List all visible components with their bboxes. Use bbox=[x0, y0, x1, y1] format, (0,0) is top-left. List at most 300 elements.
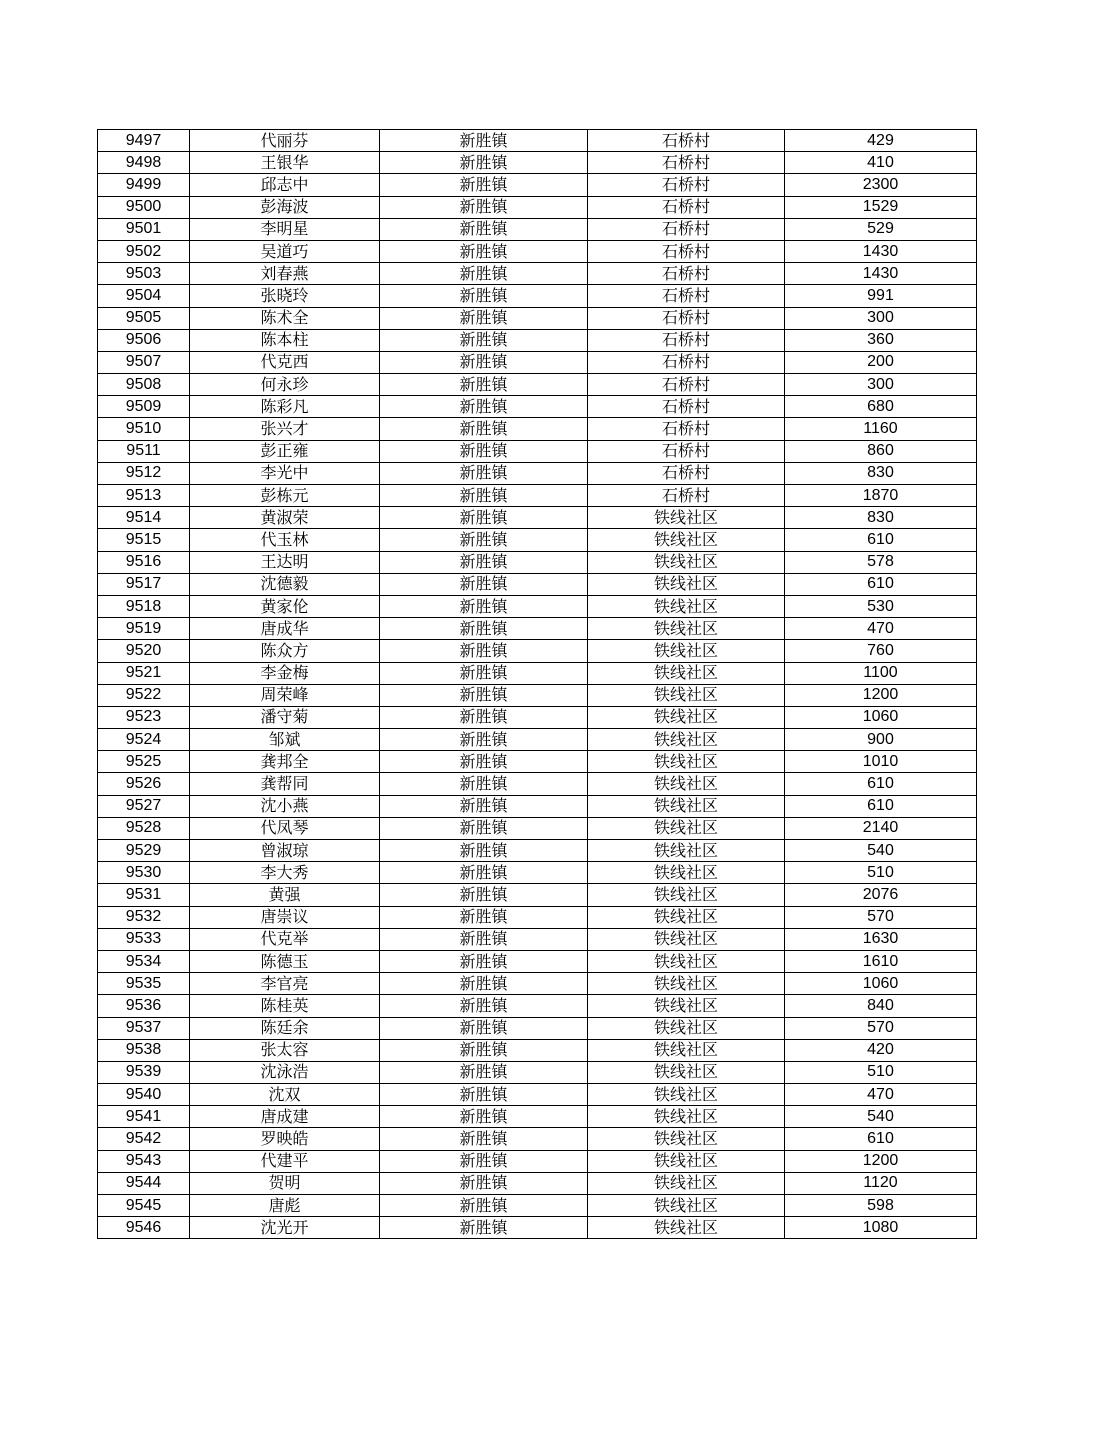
town-cell: 新胜镇 bbox=[380, 684, 588, 706]
table-row bbox=[98, 773, 977, 795]
amount-cell: 1529 bbox=[785, 196, 977, 218]
record-number-cell: 9545 bbox=[98, 1195, 190, 1217]
person-name-cell: 彭栋元 bbox=[190, 485, 380, 507]
town-cell: 新胜镇 bbox=[380, 662, 588, 684]
village-cell: 石桥村 bbox=[588, 240, 785, 262]
amount-cell: 300 bbox=[785, 374, 977, 396]
record-number-cell: 9510 bbox=[98, 418, 190, 440]
table-row bbox=[98, 751, 977, 773]
record-number-cell: 9500 bbox=[98, 196, 190, 218]
record-number-cell: 9524 bbox=[98, 729, 190, 751]
amount-cell: 2076 bbox=[785, 884, 977, 906]
person-name-cell: 李明星 bbox=[190, 218, 380, 240]
record-number-cell: 9530 bbox=[98, 862, 190, 884]
town-cell: 新胜镇 bbox=[380, 595, 588, 617]
records-table-body bbox=[98, 130, 977, 1239]
amount-cell: 1430 bbox=[785, 240, 977, 262]
amount-cell: 2140 bbox=[785, 817, 977, 839]
amount-cell: 1200 bbox=[785, 1150, 977, 1172]
table-row bbox=[98, 1106, 977, 1128]
town-cell: 新胜镇 bbox=[380, 462, 588, 484]
village-cell: 铁线社区 bbox=[588, 1017, 785, 1039]
record-number-cell: 9527 bbox=[98, 795, 190, 817]
village-cell: 铁线社区 bbox=[588, 751, 785, 773]
person-name-cell: 王达明 bbox=[190, 551, 380, 573]
table-row bbox=[98, 595, 977, 617]
village-cell: 铁线社区 bbox=[588, 662, 785, 684]
town-cell: 新胜镇 bbox=[380, 817, 588, 839]
town-cell: 新胜镇 bbox=[380, 529, 588, 551]
town-cell: 新胜镇 bbox=[380, 795, 588, 817]
village-cell: 铁线社区 bbox=[588, 950, 785, 972]
village-cell: 铁线社区 bbox=[588, 1195, 785, 1217]
table-row bbox=[98, 329, 977, 351]
town-cell: 新胜镇 bbox=[380, 507, 588, 529]
table-row bbox=[98, 706, 977, 728]
table-row bbox=[98, 1172, 977, 1194]
town-cell: 新胜镇 bbox=[380, 928, 588, 950]
village-cell: 铁线社区 bbox=[588, 618, 785, 640]
village-cell: 石桥村 bbox=[588, 263, 785, 285]
table-row bbox=[98, 729, 977, 751]
table-row bbox=[98, 662, 977, 684]
village-cell: 石桥村 bbox=[588, 374, 785, 396]
person-name-cell: 黄强 bbox=[190, 884, 380, 906]
amount-cell: 1080 bbox=[785, 1217, 977, 1239]
town-cell: 新胜镇 bbox=[380, 1017, 588, 1039]
town-cell: 新胜镇 bbox=[380, 240, 588, 262]
person-name-cell: 代丽芬 bbox=[190, 130, 380, 152]
village-cell: 铁线社区 bbox=[588, 595, 785, 617]
amount-cell: 760 bbox=[785, 640, 977, 662]
record-number-cell: 9535 bbox=[98, 973, 190, 995]
record-number-cell: 9503 bbox=[98, 263, 190, 285]
village-cell: 铁线社区 bbox=[588, 684, 785, 706]
village-cell: 石桥村 bbox=[588, 152, 785, 174]
town-cell: 新胜镇 bbox=[380, 1217, 588, 1239]
village-cell: 铁线社区 bbox=[588, 529, 785, 551]
record-number-cell: 9506 bbox=[98, 329, 190, 351]
person-name-cell: 贺明 bbox=[190, 1172, 380, 1194]
records-table bbox=[97, 129, 977, 1239]
record-number-cell: 9528 bbox=[98, 817, 190, 839]
town-cell: 新胜镇 bbox=[380, 1128, 588, 1150]
person-name-cell: 陈彩凡 bbox=[190, 396, 380, 418]
amount-cell: 1120 bbox=[785, 1172, 977, 1194]
table-row bbox=[98, 1039, 977, 1061]
village-cell: 石桥村 bbox=[588, 485, 785, 507]
amount-cell: 680 bbox=[785, 396, 977, 418]
table-row bbox=[98, 130, 977, 152]
town-cell: 新胜镇 bbox=[380, 573, 588, 595]
amount-cell: 2300 bbox=[785, 174, 977, 196]
person-name-cell: 罗映皓 bbox=[190, 1128, 380, 1150]
village-cell: 铁线社区 bbox=[588, 862, 785, 884]
town-cell: 新胜镇 bbox=[380, 906, 588, 928]
table-row bbox=[98, 529, 977, 551]
person-name-cell: 沈小燕 bbox=[190, 795, 380, 817]
person-name-cell: 李官亮 bbox=[190, 973, 380, 995]
town-cell: 新胜镇 bbox=[380, 729, 588, 751]
amount-cell: 200 bbox=[785, 351, 977, 373]
table-row bbox=[98, 240, 977, 262]
table-row bbox=[98, 1017, 977, 1039]
table-row bbox=[98, 152, 977, 174]
person-name-cell: 代玉林 bbox=[190, 529, 380, 551]
amount-cell: 540 bbox=[785, 840, 977, 862]
amount-cell: 1870 bbox=[785, 485, 977, 507]
amount-cell: 530 bbox=[785, 595, 977, 617]
amount-cell: 570 bbox=[785, 1017, 977, 1039]
table-row bbox=[98, 351, 977, 373]
village-cell: 石桥村 bbox=[588, 130, 785, 152]
record-number-cell: 9518 bbox=[98, 595, 190, 617]
table-row bbox=[98, 573, 977, 595]
amount-cell: 470 bbox=[785, 1084, 977, 1106]
town-cell: 新胜镇 bbox=[380, 307, 588, 329]
table-row bbox=[98, 374, 977, 396]
town-cell: 新胜镇 bbox=[380, 773, 588, 795]
person-name-cell: 陈桂英 bbox=[190, 995, 380, 1017]
village-cell: 石桥村 bbox=[588, 285, 785, 307]
town-cell: 新胜镇 bbox=[380, 840, 588, 862]
amount-cell: 610 bbox=[785, 773, 977, 795]
person-name-cell: 曾淑琼 bbox=[190, 840, 380, 862]
village-cell: 铁线社区 bbox=[588, 706, 785, 728]
village-cell: 铁线社区 bbox=[588, 973, 785, 995]
town-cell: 新胜镇 bbox=[380, 551, 588, 573]
town-cell: 新胜镇 bbox=[380, 485, 588, 507]
village-cell: 石桥村 bbox=[588, 440, 785, 462]
record-number-cell: 9512 bbox=[98, 462, 190, 484]
record-number-cell: 9502 bbox=[98, 240, 190, 262]
amount-cell: 470 bbox=[785, 618, 977, 640]
town-cell: 新胜镇 bbox=[380, 1150, 588, 1172]
record-number-cell: 9508 bbox=[98, 374, 190, 396]
table-row bbox=[98, 862, 977, 884]
amount-cell: 610 bbox=[785, 529, 977, 551]
table-row bbox=[98, 950, 977, 972]
person-name-cell: 李光中 bbox=[190, 462, 380, 484]
village-cell: 铁线社区 bbox=[588, 1150, 785, 1172]
table-row bbox=[98, 884, 977, 906]
record-number-cell: 9523 bbox=[98, 706, 190, 728]
table-row bbox=[98, 840, 977, 862]
record-number-cell: 9537 bbox=[98, 1017, 190, 1039]
table-row bbox=[98, 440, 977, 462]
amount-cell: 1430 bbox=[785, 263, 977, 285]
table-row bbox=[98, 307, 977, 329]
record-number-cell: 9546 bbox=[98, 1217, 190, 1239]
amount-cell: 610 bbox=[785, 795, 977, 817]
record-number-cell: 9531 bbox=[98, 884, 190, 906]
person-name-cell: 何永珍 bbox=[190, 374, 380, 396]
town-cell: 新胜镇 bbox=[380, 862, 588, 884]
town-cell: 新胜镇 bbox=[380, 973, 588, 995]
record-number-cell: 9544 bbox=[98, 1172, 190, 1194]
village-cell: 铁线社区 bbox=[588, 573, 785, 595]
village-cell: 铁线社区 bbox=[588, 1084, 785, 1106]
amount-cell: 860 bbox=[785, 440, 977, 462]
table-row bbox=[98, 640, 977, 662]
village-cell: 铁线社区 bbox=[588, 1217, 785, 1239]
amount-cell: 420 bbox=[785, 1039, 977, 1061]
amount-cell: 510 bbox=[785, 1061, 977, 1083]
village-cell: 石桥村 bbox=[588, 329, 785, 351]
village-cell: 铁线社区 bbox=[588, 995, 785, 1017]
table-row bbox=[98, 263, 977, 285]
record-number-cell: 9514 bbox=[98, 507, 190, 529]
person-name-cell: 陈本柱 bbox=[190, 329, 380, 351]
person-name-cell: 代克举 bbox=[190, 928, 380, 950]
record-number-cell: 9541 bbox=[98, 1106, 190, 1128]
amount-cell: 830 bbox=[785, 462, 977, 484]
village-cell: 铁线社区 bbox=[588, 1061, 785, 1083]
table-row bbox=[98, 906, 977, 928]
person-name-cell: 潘守菊 bbox=[190, 706, 380, 728]
person-name-cell: 陈德玉 bbox=[190, 950, 380, 972]
person-name-cell: 黄淑荣 bbox=[190, 507, 380, 529]
record-number-cell: 9538 bbox=[98, 1039, 190, 1061]
table-row bbox=[98, 285, 977, 307]
village-cell: 铁线社区 bbox=[588, 884, 785, 906]
table-row bbox=[98, 1061, 977, 1083]
record-number-cell: 9501 bbox=[98, 218, 190, 240]
village-cell: 石桥村 bbox=[588, 196, 785, 218]
table-row bbox=[98, 1128, 977, 1150]
person-name-cell: 沈泳浩 bbox=[190, 1061, 380, 1083]
amount-cell: 1200 bbox=[785, 684, 977, 706]
village-cell: 铁线社区 bbox=[588, 640, 785, 662]
amount-cell: 1100 bbox=[785, 662, 977, 684]
record-number-cell: 9505 bbox=[98, 307, 190, 329]
person-name-cell: 沈德毅 bbox=[190, 573, 380, 595]
amount-cell: 429 bbox=[785, 130, 977, 152]
person-name-cell: 张兴才 bbox=[190, 418, 380, 440]
village-cell: 铁线社区 bbox=[588, 1172, 785, 1194]
person-name-cell: 吴道巧 bbox=[190, 240, 380, 262]
village-cell: 铁线社区 bbox=[588, 729, 785, 751]
record-number-cell: 9497 bbox=[98, 130, 190, 152]
town-cell: 新胜镇 bbox=[380, 1172, 588, 1194]
town-cell: 新胜镇 bbox=[380, 995, 588, 1017]
amount-cell: 1160 bbox=[785, 418, 977, 440]
town-cell: 新胜镇 bbox=[380, 440, 588, 462]
record-number-cell: 9540 bbox=[98, 1084, 190, 1106]
amount-cell: 1010 bbox=[785, 751, 977, 773]
record-number-cell: 9532 bbox=[98, 906, 190, 928]
table-row bbox=[98, 507, 977, 529]
record-number-cell: 9521 bbox=[98, 662, 190, 684]
person-name-cell: 陈术全 bbox=[190, 307, 380, 329]
town-cell: 新胜镇 bbox=[380, 329, 588, 351]
record-number-cell: 9498 bbox=[98, 152, 190, 174]
table-row bbox=[98, 551, 977, 573]
village-cell: 铁线社区 bbox=[588, 1128, 785, 1150]
table-row bbox=[98, 618, 977, 640]
person-name-cell: 陈廷余 bbox=[190, 1017, 380, 1039]
person-name-cell: 张太容 bbox=[190, 1039, 380, 1061]
person-name-cell: 邹斌 bbox=[190, 729, 380, 751]
table-row bbox=[98, 817, 977, 839]
amount-cell: 300 bbox=[785, 307, 977, 329]
person-name-cell: 陈众方 bbox=[190, 640, 380, 662]
table-row bbox=[98, 1150, 977, 1172]
record-number-cell: 9504 bbox=[98, 285, 190, 307]
village-cell: 石桥村 bbox=[588, 307, 785, 329]
record-number-cell: 9534 bbox=[98, 950, 190, 972]
person-name-cell: 张晓玲 bbox=[190, 285, 380, 307]
town-cell: 新胜镇 bbox=[380, 174, 588, 196]
town-cell: 新胜镇 bbox=[380, 706, 588, 728]
person-name-cell: 李金梅 bbox=[190, 662, 380, 684]
town-cell: 新胜镇 bbox=[380, 396, 588, 418]
record-number-cell: 9543 bbox=[98, 1150, 190, 1172]
person-name-cell: 王银华 bbox=[190, 152, 380, 174]
amount-cell: 410 bbox=[785, 152, 977, 174]
record-number-cell: 9507 bbox=[98, 351, 190, 373]
record-number-cell: 9536 bbox=[98, 995, 190, 1017]
town-cell: 新胜镇 bbox=[380, 950, 588, 972]
amount-cell: 360 bbox=[785, 329, 977, 351]
town-cell: 新胜镇 bbox=[380, 196, 588, 218]
person-name-cell: 沈双 bbox=[190, 1084, 380, 1106]
record-number-cell: 9515 bbox=[98, 529, 190, 551]
amount-cell: 1060 bbox=[785, 973, 977, 995]
record-number-cell: 9499 bbox=[98, 174, 190, 196]
person-name-cell: 沈光开 bbox=[190, 1217, 380, 1239]
record-number-cell: 9517 bbox=[98, 573, 190, 595]
amount-cell: 840 bbox=[785, 995, 977, 1017]
amount-cell: 570 bbox=[785, 906, 977, 928]
person-name-cell: 周荣峰 bbox=[190, 684, 380, 706]
table-row bbox=[98, 1084, 977, 1106]
table-row bbox=[98, 928, 977, 950]
amount-cell: 830 bbox=[785, 507, 977, 529]
town-cell: 新胜镇 bbox=[380, 285, 588, 307]
person-name-cell: 代克西 bbox=[190, 351, 380, 373]
record-number-cell: 9533 bbox=[98, 928, 190, 950]
person-name-cell: 龚帮同 bbox=[190, 773, 380, 795]
town-cell: 新胜镇 bbox=[380, 1084, 588, 1106]
person-name-cell: 邱志中 bbox=[190, 174, 380, 196]
record-number-cell: 9511 bbox=[98, 440, 190, 462]
village-cell: 石桥村 bbox=[588, 218, 785, 240]
town-cell: 新胜镇 bbox=[380, 640, 588, 662]
table-row bbox=[98, 1217, 977, 1239]
person-name-cell: 唐成建 bbox=[190, 1106, 380, 1128]
record-number-cell: 9509 bbox=[98, 396, 190, 418]
person-name-cell: 代建平 bbox=[190, 1150, 380, 1172]
village-cell: 铁线社区 bbox=[588, 840, 785, 862]
town-cell: 新胜镇 bbox=[380, 130, 588, 152]
village-cell: 铁线社区 bbox=[588, 817, 785, 839]
record-number-cell: 9526 bbox=[98, 773, 190, 795]
village-cell: 铁线社区 bbox=[588, 1106, 785, 1128]
town-cell: 新胜镇 bbox=[380, 1106, 588, 1128]
village-cell: 铁线社区 bbox=[588, 1039, 785, 1061]
table-row bbox=[98, 684, 977, 706]
village-cell: 石桥村 bbox=[588, 396, 785, 418]
table-row bbox=[98, 485, 977, 507]
town-cell: 新胜镇 bbox=[380, 1061, 588, 1083]
table-row bbox=[98, 1195, 977, 1217]
record-number-cell: 9516 bbox=[98, 551, 190, 573]
town-cell: 新胜镇 bbox=[380, 618, 588, 640]
amount-cell: 598 bbox=[785, 1195, 977, 1217]
record-number-cell: 9529 bbox=[98, 840, 190, 862]
person-name-cell: 唐崇议 bbox=[190, 906, 380, 928]
town-cell: 新胜镇 bbox=[380, 152, 588, 174]
table-row bbox=[98, 218, 977, 240]
record-number-cell: 9539 bbox=[98, 1061, 190, 1083]
record-number-cell: 9520 bbox=[98, 640, 190, 662]
town-cell: 新胜镇 bbox=[380, 263, 588, 285]
record-number-cell: 9522 bbox=[98, 684, 190, 706]
person-name-cell: 唐成华 bbox=[190, 618, 380, 640]
person-name-cell: 刘春燕 bbox=[190, 263, 380, 285]
record-number-cell: 9513 bbox=[98, 485, 190, 507]
person-name-cell: 唐彪 bbox=[190, 1195, 380, 1217]
amount-cell: 610 bbox=[785, 573, 977, 595]
person-name-cell: 李大秀 bbox=[190, 862, 380, 884]
person-name-cell: 彭海波 bbox=[190, 196, 380, 218]
town-cell: 新胜镇 bbox=[380, 1039, 588, 1061]
amount-cell: 1610 bbox=[785, 950, 977, 972]
person-name-cell: 龚邦全 bbox=[190, 751, 380, 773]
record-number-cell: 9519 bbox=[98, 618, 190, 640]
village-cell: 石桥村 bbox=[588, 174, 785, 196]
amount-cell: 529 bbox=[785, 218, 977, 240]
village-cell: 铁线社区 bbox=[588, 795, 785, 817]
record-number-cell: 9525 bbox=[98, 751, 190, 773]
record-number-cell: 9542 bbox=[98, 1128, 190, 1150]
table-row bbox=[98, 418, 977, 440]
table-row bbox=[98, 973, 977, 995]
table-row bbox=[98, 462, 977, 484]
table-row bbox=[98, 174, 977, 196]
table-row bbox=[98, 396, 977, 418]
person-name-cell: 黄家伦 bbox=[190, 595, 380, 617]
village-cell: 铁线社区 bbox=[588, 507, 785, 529]
village-cell: 铁线社区 bbox=[588, 906, 785, 928]
table-row bbox=[98, 795, 977, 817]
town-cell: 新胜镇 bbox=[380, 218, 588, 240]
village-cell: 石桥村 bbox=[588, 462, 785, 484]
amount-cell: 1060 bbox=[785, 706, 977, 728]
town-cell: 新胜镇 bbox=[380, 374, 588, 396]
town-cell: 新胜镇 bbox=[380, 351, 588, 373]
amount-cell: 540 bbox=[785, 1106, 977, 1128]
village-cell: 石桥村 bbox=[588, 418, 785, 440]
amount-cell: 610 bbox=[785, 1128, 977, 1150]
town-cell: 新胜镇 bbox=[380, 418, 588, 440]
town-cell: 新胜镇 bbox=[380, 1195, 588, 1217]
village-cell: 铁线社区 bbox=[588, 928, 785, 950]
amount-cell: 578 bbox=[785, 551, 977, 573]
table-row bbox=[98, 995, 977, 1017]
town-cell: 新胜镇 bbox=[380, 751, 588, 773]
amount-cell: 510 bbox=[785, 862, 977, 884]
town-cell: 新胜镇 bbox=[380, 884, 588, 906]
amount-cell: 991 bbox=[785, 285, 977, 307]
village-cell: 铁线社区 bbox=[588, 551, 785, 573]
person-name-cell: 彭正雍 bbox=[190, 440, 380, 462]
person-name-cell: 代凤琴 bbox=[190, 817, 380, 839]
village-cell: 石桥村 bbox=[588, 351, 785, 373]
village-cell: 铁线社区 bbox=[588, 773, 785, 795]
table-row bbox=[98, 196, 977, 218]
